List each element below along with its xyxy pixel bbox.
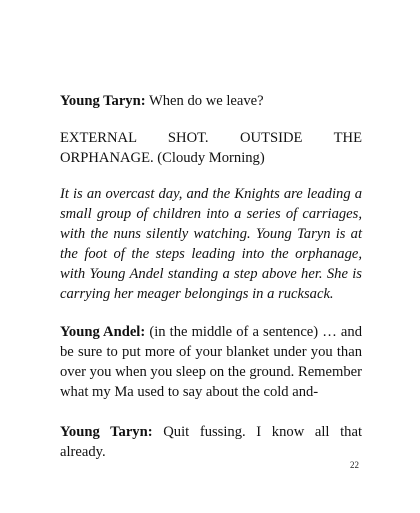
- page-number: 22: [350, 460, 359, 470]
- dialogue-text: (in the middle of a sentence) … and be sure to put more of your blanket under you than over you when you sleep on the ground. Remember what my Ma used to say about the cold and-: [60, 324, 362, 400]
- stage-direction: It is an overcast day, and the Knights are leading a small group of children into a series of carriages, with the nuns silently watching. Young Taryn is at the foot of the steps leading into the orphanage, with Young Andel standing a step above her. She is carrying her meager belongings in a rucksack.: [60, 186, 362, 302]
- dialogue-young-taryn-1: [60, 91, 362, 111]
- dialogue-young-taryn-2: [60, 422, 362, 462]
- speaker-name: Young Taryn:: [60, 424, 153, 440]
- dialogue-text: When do we leave?: [148, 93, 264, 109]
- script-page: [60, 91, 362, 462]
- speaker-name: Young Taryn:: [60, 93, 146, 109]
- dialogue-young-andel: [60, 322, 362, 402]
- scene-heading: EXTERNAL SHOT. OUTSIDE THE ORPHANAGE. (Cloudy Morning): [60, 130, 362, 166]
- speaker-name: Young Andel:: [60, 324, 146, 340]
- dialogue-text: Quit fussing. I know all that already.: [60, 424, 362, 460]
